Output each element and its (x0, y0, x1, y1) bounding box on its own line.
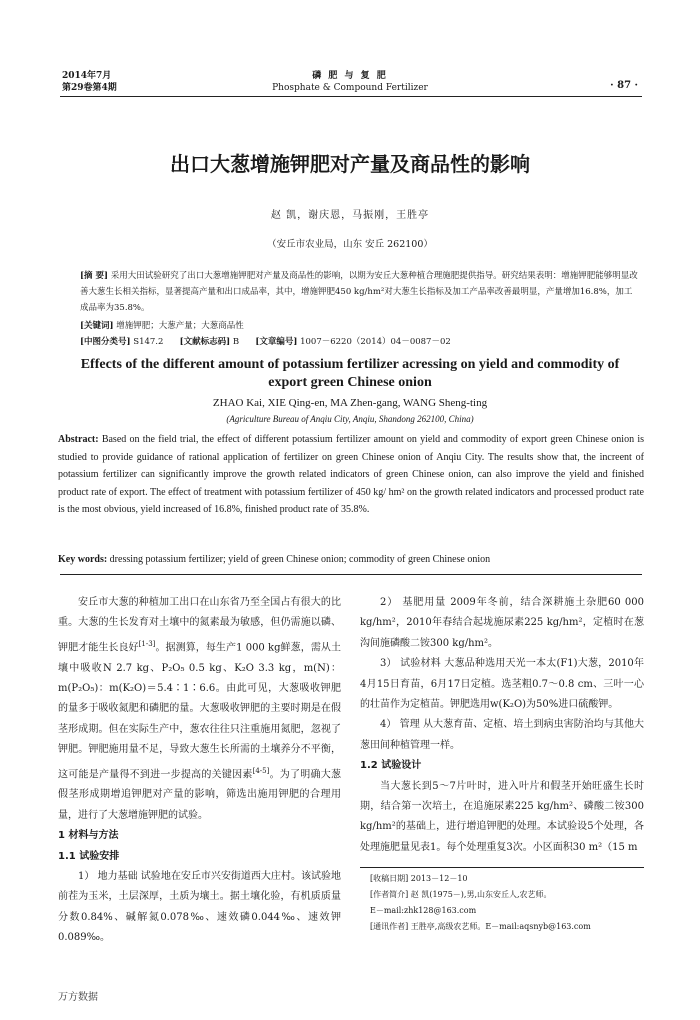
clc-label: [中图分类号] (80, 337, 131, 347)
abstract-cn (80, 268, 640, 316)
keywords-cn-text: 增施钾肥；大葱产量；大葱商品性 (116, 321, 244, 331)
received-date: [收稿日期] 2013－12－10 (370, 874, 468, 883)
header-volume: 第29卷第4期 (62, 83, 117, 93)
intro-text-b: 。据测算，每生产1 000 kg鲜葱，需从土壤中吸收N 2.7 kg、P₂O₅ 0.5 kg、K₂O 3.3 kg，m(N)：m(P₂O₅)：m(K₂O)＝5.4∶1∶6.6。由此可见，大葱吸收钾肥的量多于吸收氮肥和磷肥的量。大葱吸收钾肥的主要时期是在假茎形成期。但在实际生产中，葱农往往只注重施用氮肥，忽视了钾肥。钾肥施用量不足，导致大葱生长所需的土壤养分不平衡，这可能是产量得不到进一步提高的关键因素 (58, 642, 341, 780)
header-rule (60, 96, 642, 97)
journal-name-cn: 磷 肥 与 复 肥 (312, 71, 388, 81)
abstract-rule (60, 574, 642, 575)
doc-code-label: [文献标志码] (179, 337, 231, 347)
author-bio: [作者简介] 赵 凯(1975－),男,山东安丘人,农艺师。 (370, 890, 552, 899)
authors: 赵 凯，谢庆恩，马振刚，王胜亭 (270, 210, 430, 221)
section-heading-1-2: 1.2 试验设计 (360, 760, 422, 772)
footnotes (370, 871, 644, 935)
author-email: E－mail:zhk128@163.com (370, 906, 477, 915)
keywords-cn (80, 318, 640, 334)
english-keywords-text: dressing potassium fertilizer; yield of green Chinese onion; commodity of green Chinese onion (109, 554, 491, 565)
doc-code-value: B (232, 337, 240, 347)
english-keywords (58, 554, 644, 565)
classification-line (80, 334, 640, 350)
affiliation: （安丘市农业局，山东 安丘 262100） (267, 239, 433, 250)
intro-text-c: 。为了明确大葱假茎形成期增追钾肥对产量的影响，筛选出施用钾肥的合理用量，进行了大葱增施钾肥的试验。 (58, 768, 342, 821)
intro-text-a: 安丘市大葱的种植加工出口在山东省乃至全国占有很大的比重。大葱的生长发育对土壤中的氮素最为敏感，但仍需施以磷、钾肥才能生长良好 (58, 597, 341, 654)
header-journal (0, 70, 700, 94)
paragraph-soil-base: 1） 地力基础 试验地在安丘市兴安街道西大庄村。该试验地前茬为玉米，土层深厚，土质为壤土。据土壤化验，有机质质量分数0.84%、碱解氮0.078‰、速效磷0.044‰、速效钾0.089‰。 (58, 870, 341, 944)
journal-name-en: Phosphate & Compound Fertilizer (272, 83, 428, 93)
english-keywords-label: Key words: (58, 554, 108, 565)
watermark: 万方数据 (58, 992, 98, 1003)
paragraph-management: 4） 管理 从大葱育苗、定植、培土到病虫害防治均与其他大葱田间种植管理一样。 (360, 719, 644, 751)
footnote-rule (360, 867, 644, 868)
english-affiliation: (Agriculture Bureau of Anqiu City, Anqiu, Shandong 262100, China) (226, 414, 474, 424)
keywords-cn-label: [关键词] (80, 321, 114, 331)
body-column-right (360, 593, 644, 858)
abstract-cn-label: [摘 要] (80, 271, 109, 281)
corresponding-author: [通讯作者] 王胜亭,高级农艺师。E－mail:aqsnyb@163.com (370, 922, 591, 931)
paragraph-base-fertilizer: 2） 基肥用量 2009年冬前，结合深耕施土杂肥60 000 kg/hm²，2010年春结合起垅施尿素225 kg/hm²，定植时在葱沟间施磷酸二铵300 kg/hm²。 (360, 597, 644, 649)
page-number: · 87 · (610, 80, 638, 91)
citation-4-5: [4-5] (252, 766, 270, 775)
body-column-left (58, 593, 341, 949)
paragraph-materials: 3） 试验材料 大葱品种选用天光一本太(F1)大葱，2010年4月15日育苗，6月17日定植。选茎粗0.7～0.8 cm、三叶一心的壮苗作为定植苗。钾肥选用w(K₂O)为50%进口硫酸钾。 (360, 658, 644, 711)
article-number-value: 1007－6220（2014）04－0087－02 (300, 337, 451, 347)
citation-1-3: [1-3] (138, 639, 156, 648)
english-abstract-text: Based on the field trial, the effect of different potassium fertilizer amount on yield and commodity of export green Chinese onion is studied to provide guidance of rational application of fertilizer on green Chinese onion of Anqiu City. The results show that, the increent of potassium fertilizer can significantly improve the growth related indicators of green Chinese onion, can also improve the yield and finished product rate of export. The effect of treatment with potassium fertilizer of 450 kg/ hm² on the growth related indicators and processed product rate is the most obvious, yield increased of 16.8%, finished product rate of 35.8%. (58, 434, 644, 516)
article-number-label: [文章编号] (255, 337, 298, 347)
abstract-cn-text: 采用大田试验研究了出口大葱增施钾肥对产量及商品性的影响，以期为安丘大葱种植合理施肥提供指导。研究结果表明：增施钾肥能够明显改善大葱生长相关指标，显著提高产量和出口成品率，其中，增施钾肥450 kg/hm²对大葱生长指标及加工产品率改善最明显，产量增加16.8%，加工成品率为35.8%。 (80, 271, 638, 313)
paragraph-design: 当大葱长到5～7片叶时，进入叶片和假茎开始旺盛生长时期，结合第一次培土，在追施尿素225 kg/hm²、磷酸二铵300 kg/hm²的基础上，进行增追钾肥的处理。本试验设5个处理，各处理施肥量见表1。每个处理重复3次。小区面积30 m²（15 m (360, 780, 644, 853)
english-abstract (58, 431, 644, 519)
english-authors: ZHAO Kai, XIE Qing-en, MA Zhen-gang, WANG Sheng-ting (212, 397, 488, 409)
section-heading-1-1: 1.1 试验安排 (58, 850, 120, 862)
section-heading-1: 1 材料与方法 (58, 830, 119, 842)
paper-title: 出口大葱增施钾肥对产量及商品性的影响 (170, 152, 530, 176)
english-title: Effects of the different amount of potassium fertilizer acressing on yield and commodity of export green Chinese onion (80, 357, 620, 390)
clc-value: S147.2 (133, 337, 164, 347)
english-abstract-label: Abstract: (58, 434, 99, 445)
intro-paragraph (58, 593, 341, 826)
header-date: 2014年7月 (62, 71, 112, 81)
